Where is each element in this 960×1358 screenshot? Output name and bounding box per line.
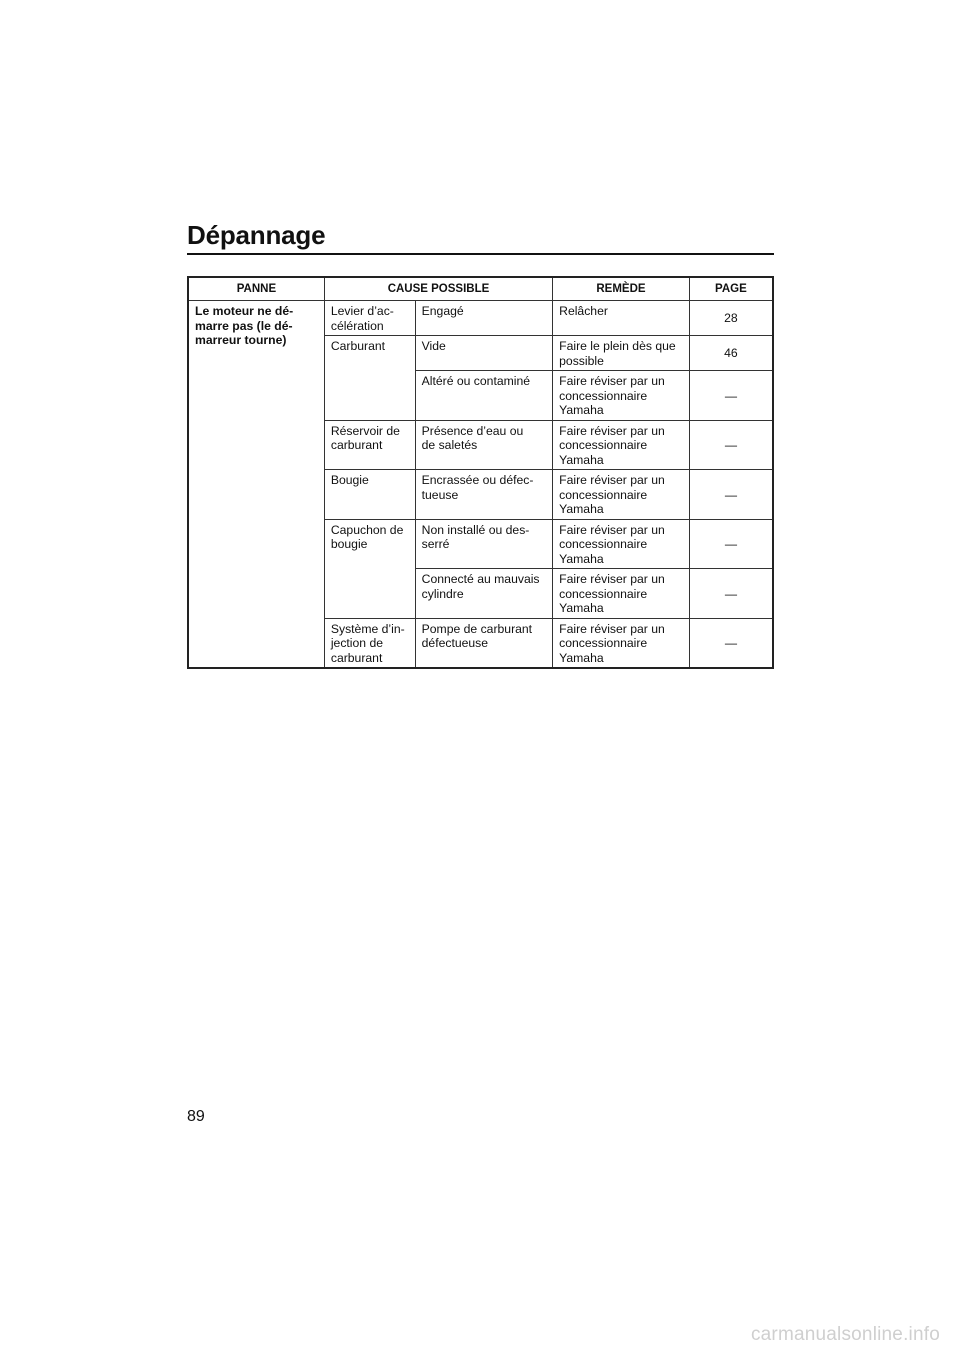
cause-cell: Vide	[415, 336, 553, 371]
cause-cell: Altéré ou contaminé	[415, 371, 553, 421]
cause-cell: Engagé	[415, 301, 553, 336]
cause-cell: Présence d’eau ou de saletés	[415, 420, 553, 470]
component-cell: Réservoir de carburant	[324, 420, 415, 470]
component-cell: Carburant	[324, 336, 415, 421]
cause-cell: Non installé ou des- serré	[415, 519, 553, 569]
header-cause: CAUSE POSSIBLE	[324, 277, 552, 301]
cause-cell: Connecté au mauvais cylindre	[415, 569, 553, 619]
remedy-cell: Faire réviser par un concessionnaire Yamaha	[553, 618, 690, 668]
watermark: carmanualsonline.info	[750, 1324, 940, 1345]
troubleshooting-table	[187, 276, 774, 669]
page-title: Dépannage	[187, 220, 326, 250]
component-cell: Système d’in- jection de carburant	[324, 618, 415, 668]
table-row	[188, 301, 773, 336]
component-cell: Levier d’ac- célération	[324, 301, 415, 336]
remedy-cell: Faire réviser par un concessionnaire Yamaha	[553, 371, 690, 421]
component-cell: Bougie	[324, 470, 415, 520]
header-panne: PANNE	[188, 277, 324, 301]
page-cell: —	[689, 371, 773, 421]
remedy-cell: Faire réviser par un concessionnaire Yamaha	[553, 470, 690, 520]
table-header-row	[188, 277, 773, 301]
page-cell: —	[689, 569, 773, 619]
remedy-cell: Faire réviser par un concessionnaire Yamaha	[553, 569, 690, 619]
remedy-cell: Faire réviser par un concessionnaire Yamaha	[553, 420, 690, 470]
header-remede: REMÈDE	[553, 277, 690, 301]
page-cell: —	[689, 470, 773, 520]
fault-cell: Le moteur ne dé- marre pas (le dé- marreur tourne)	[188, 301, 324, 669]
page-cell: 28	[689, 301, 773, 336]
cause-cell: Encrassée ou défec- tueuse	[415, 470, 553, 520]
remedy-cell: Faire le plein dès que possible	[553, 336, 690, 371]
title-rule	[187, 253, 774, 255]
header-page: PAGE	[689, 277, 773, 301]
remedy-cell: Relâcher	[553, 301, 690, 336]
remedy-cell: Faire réviser par un concessionnaire Yamaha	[553, 519, 690, 569]
page-cell: —	[689, 618, 773, 668]
page-number: 89	[187, 1108, 205, 1125]
page-cell: —	[689, 420, 773, 470]
cause-cell: Pompe de carburant défectueuse	[415, 618, 553, 668]
component-cell: Capuchon de bougie	[324, 519, 415, 618]
page-cell: —	[689, 519, 773, 569]
page-cell: 46	[689, 336, 773, 371]
